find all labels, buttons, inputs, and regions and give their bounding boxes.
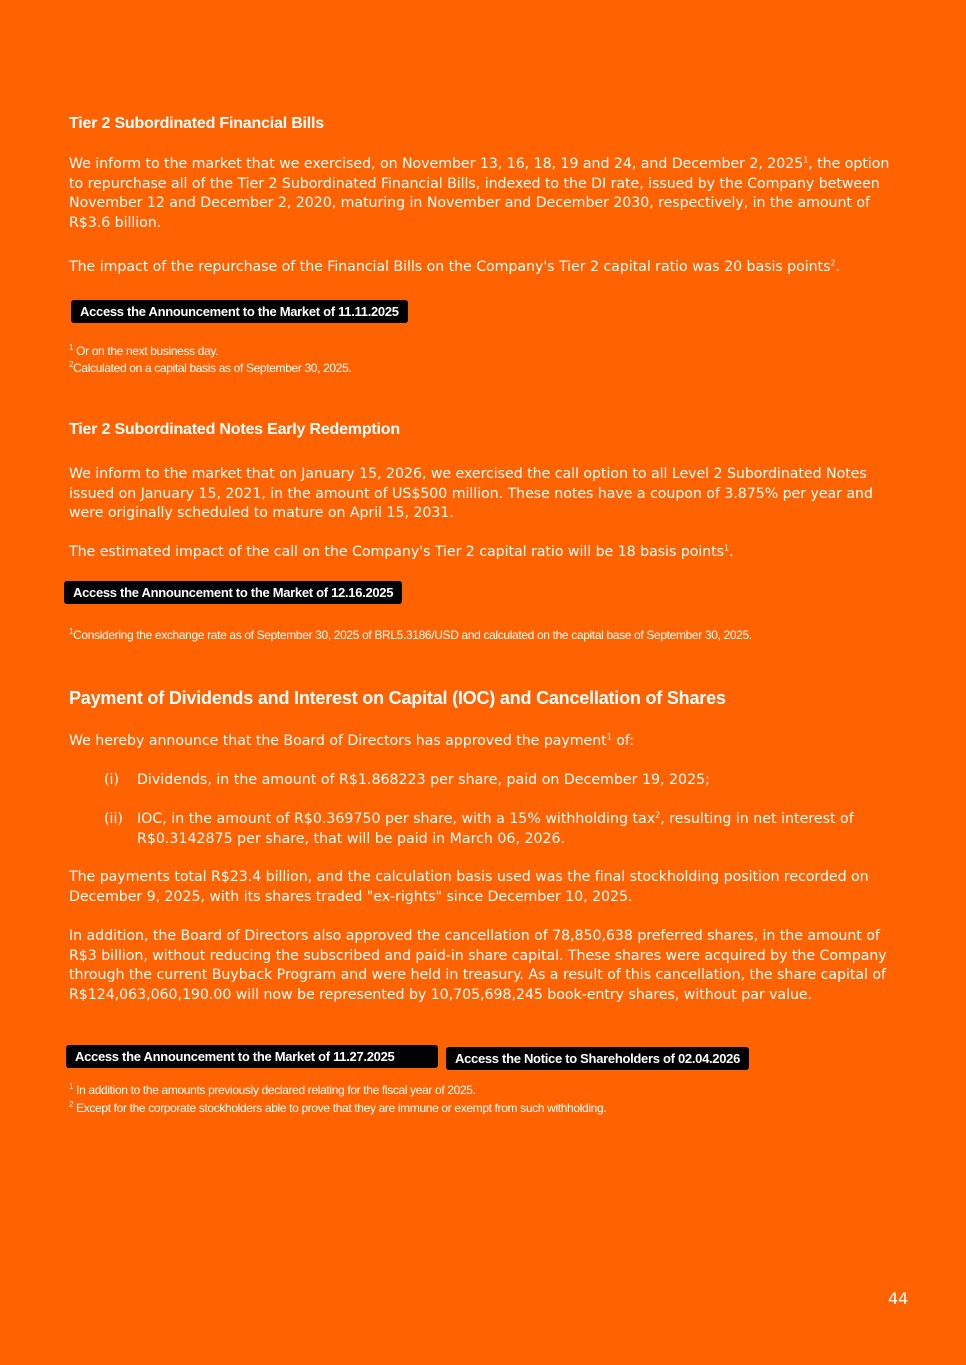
dividends-intro bbox=[69, 732, 899, 752]
footnote-ref: 1 bbox=[724, 543, 730, 553]
footnote-ref: 1 bbox=[606, 732, 612, 742]
text-span: . bbox=[835, 259, 840, 275]
text-span: . bbox=[729, 544, 734, 560]
list-marker: (i) bbox=[104, 772, 120, 788]
footnote-ref: 1 bbox=[803, 155, 809, 165]
section-title-notes-redemption: Tier 2 Subordinated Notes Early Redemption bbox=[69, 421, 400, 438]
text-span: The estimated impact of the call on the Company's Tier 2 capital ratio will be 18 basis points bbox=[69, 544, 725, 560]
list-item-dividends bbox=[104, 771, 894, 791]
footnote-mark: 1 bbox=[69, 1082, 74, 1091]
list-item-ioc bbox=[104, 810, 894, 849]
footnote-2 bbox=[69, 360, 351, 377]
shares-cancellation-paragraph: In addition, the Board of Directors also approved the cancellation of 78,850,638 preferred shares, in the amount of R$3 billion, without reducing the subscribed and paid-in share capital. These shares were acquired by the Company through the current Buyback Program and were held in treasury. As a result of this cancellation, the share capital of R$124,063,060,190.00 will now be represented by 10,705,698,245 book-entry shares, without par value. bbox=[69, 928, 887, 1003]
list-item-text: Dividends, in the amount of R$1.868223 per share, paid on December 19, 2025; bbox=[137, 772, 710, 788]
footnote-text: In addition to the amounts previously declared relating for the fiscal year of 2025. bbox=[73, 1083, 476, 1097]
text-span: We hereby announce that the Board of Directors has approved the payment bbox=[69, 733, 607, 749]
footnote-mark: 2 bbox=[69, 1100, 74, 1109]
financial-bills-paragraph-1 bbox=[69, 155, 899, 233]
footnote-text: Except for the corporate stockholders able to prove that they are immune or exempt from such withholding. bbox=[73, 1101, 607, 1115]
text-span: , the option to repurchase all of the Tier 2 Subordinated Financial Bills, indexed to the DI rate, issued by the Company between November 12 and December 2, 2020, maturing in November and December 2030, respectively, in the amount of R$3.6 billion. bbox=[69, 156, 890, 231]
footnote-1-fiscal-year bbox=[69, 1082, 476, 1099]
notice-shareholders-02-04-2026-button[interactable]: Access the Notice to Shareholders of 02.04.2026 bbox=[446, 1047, 749, 1070]
footnote-1 bbox=[69, 343, 218, 360]
text-span: The impact of the repurchase of the Financial Bills on the Company's Tier 2 capital ratio was 20 basis points bbox=[69, 259, 831, 275]
footnote-mark: 1 bbox=[69, 343, 74, 352]
notes-redemption-paragraph-2 bbox=[69, 543, 899, 563]
text-span: of: bbox=[611, 733, 634, 749]
footnote-text: Considering the exchange rate as of September 30, 2025 of BRL5.3186/USD and calculated on the capital base of September 30, 2025. bbox=[73, 628, 752, 642]
footnote-2-withholding bbox=[69, 1100, 606, 1117]
payments-total-paragraph: The payments total R$23.4 billion, and the calculation basis used was the final stockholding position recorded on December 9, 2025, with its shares traded "ex-rights" since December 10, 2025. bbox=[69, 869, 869, 905]
footnote-text: Calculated on a capital basis as of September 30, 2025. bbox=[73, 361, 352, 375]
financial-bills-paragraph-2 bbox=[69, 258, 899, 278]
footnote-text: Or on the next business day. bbox=[73, 344, 219, 358]
footnote-exchange-rate bbox=[69, 627, 752, 644]
list-item-text bbox=[104, 810, 894, 849]
section-title-financial-bills: Tier 2 Subordinated Financial Bills bbox=[69, 115, 324, 132]
text-span: IOC, in the amount of R$0.369750 per share, with a 15% withholding tax bbox=[137, 811, 656, 827]
page-number: 44 bbox=[888, 1289, 909, 1308]
text-span: We inform to the market that we exercised, on November 13, 16, 18, 19 and 24, and December 2, 2025 bbox=[69, 156, 804, 172]
announcement-12-16-2025-button[interactable]: Access the Announcement to the Market of 12.16.2025 bbox=[64, 581, 402, 604]
list-marker: (ii) bbox=[104, 811, 123, 827]
notes-redemption-paragraph-1: We inform to the market that on January 15, 2026, we exercised the call option to all Level 2 Subordinated Notes issued on January 15, 2021, in the amount of US$500 million. These notes have a coupon of 3.875% per year and were originally scheduled to mature on April 15, 2031. bbox=[69, 466, 873, 521]
footnote-mark: 1 bbox=[69, 627, 74, 636]
text-span: , resulting in net interest of R$0.3142875 per share, that will be paid in March 06, 2026. bbox=[137, 811, 854, 847]
announcement-11-11-2025-button[interactable]: Access the Announcement to the Market of 11.11.2025 bbox=[71, 300, 408, 323]
footnote-mark: 2 bbox=[69, 360, 74, 369]
footnote-ref: 2 bbox=[830, 258, 836, 268]
footnote-ref: 2 bbox=[655, 810, 661, 820]
section-title-dividends-ioc: Payment of Dividends and Interest on Capital (IOC) and Cancellation of Shares bbox=[69, 688, 726, 708]
announcement-11-27-2025-button[interactable]: Access the Announcement to the Market of 11.27.2025 bbox=[66, 1045, 438, 1068]
